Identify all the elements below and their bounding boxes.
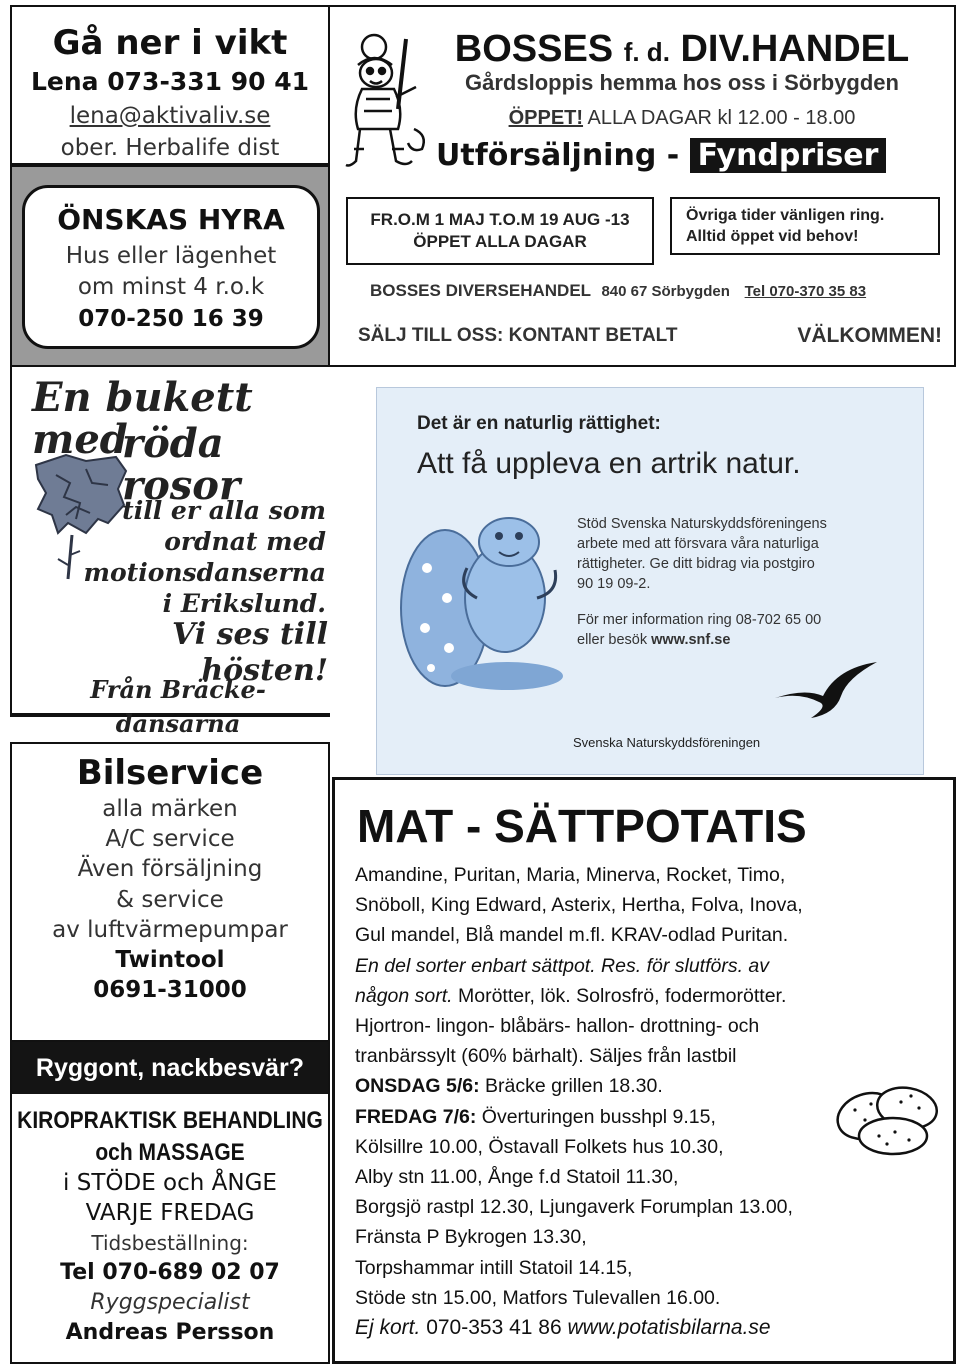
seed-potato-ad (332, 777, 956, 1364)
weight-ad-role: ober. Herbalife dist (60, 135, 280, 161)
shop-hours (422, 105, 942, 131)
potato-line: tranbärssylt (60% bärhalt). Säljes från lastbil (355, 1045, 737, 1068)
roses-line3: till er alla som (122, 496, 326, 525)
potato-line (355, 1313, 951, 1343)
chiro-name: Andreas Persson (65, 1320, 275, 1345)
shop-open-word: ÖPPET! (508, 107, 584, 129)
car-ad-line: Även försäljning (77, 856, 263, 883)
chiro-line5: Tidsbeställning: (91, 1231, 249, 1255)
shop-title-small: f. d. (623, 37, 670, 67)
roses-line4: ordnat med (164, 527, 326, 556)
potato-line: Amandine, Puritan, Maria, Minerva, Rocket, Timo, (355, 864, 786, 886)
rent-ad-phone: 070-250 16 39 (78, 306, 264, 332)
snf-body (577, 514, 917, 594)
car-ad-line: alla märken (102, 796, 238, 822)
potato-line: Kölsillre 10.00, Östavall Folkets hus 10.30, (355, 1135, 724, 1158)
weight-ad-headline: Gå ner i vikt (52, 23, 288, 63)
snf-info (577, 610, 917, 650)
potato-day-friday: FREDAG 7/6: (355, 1105, 477, 1128)
shop-sale-highlight: Fyndpriser (690, 138, 887, 173)
shop-period-line2: ÖPPET ALLA DAGAR (413, 232, 587, 251)
swallow-logo-icon (771, 658, 881, 728)
snf-body4: 90 19 09-2. (577, 576, 651, 592)
potato-line-italic: någon sort. (355, 984, 453, 1007)
potato-line: Stöde stn 15.00, Matfors Tulevallen 16.00. (355, 1286, 721, 1309)
snf-headline: Att få uppleva en artrik natur. (417, 447, 801, 480)
shop-period-line1: FR.O.M 1 MAJ T.O.M 19 AUG -13 (370, 210, 630, 229)
chiro-phone-line (12, 1258, 328, 1288)
snf-panel (376, 387, 924, 775)
chiro-line3: i STÖDE och ÅNGE (63, 1170, 277, 1196)
potato-headline: MAT - SÄTTPOTATIS (357, 800, 807, 852)
potato-line (355, 981, 951, 1011)
car-ad-headline: Bilservice (76, 753, 264, 793)
roses-line5: motionsdanserna (83, 558, 326, 587)
rent-ad-card (22, 185, 320, 349)
shop-welcome: VÄLKOMMEN! (797, 324, 942, 347)
snf-info2-prefix: eller besök (577, 632, 648, 648)
shop-subtitle: Gårdsloppis hemma hos oss i Sörbygden (465, 70, 899, 95)
rent-ad-line2: om minst 4 r.o.k (77, 274, 265, 300)
roses-line1: En bukett med (32, 374, 253, 463)
potato-line-rest: Morötter, lök. Solrosfrö, fodermorötter. (452, 984, 787, 1007)
snf-info1: För mer information ring 08-702 65 00 (577, 612, 822, 628)
chiro-line1: KIROPRAKTISK BEHANDLING (17, 1107, 323, 1134)
car-ad-line: av luftvärmepumpar (52, 916, 288, 943)
potato-line: Snöboll, King Edward, Asterix, Hertha, Folva, Inova, (355, 894, 803, 917)
potato-line: En del sorter enbart sättpot. Res. för slutförs. av (355, 954, 770, 977)
snf-tagline: Det är en naturlig rättighet: (417, 413, 661, 434)
potato-day-wednesday: ONSDAG 5/6: (355, 1075, 480, 1098)
beaver-mascot-icon (387, 498, 587, 708)
potato-line: Torpshammar intill Statoil 14.15, (355, 1256, 633, 1279)
snf-body3: rättigheter. Ge ditt bidrag via postgiro (577, 556, 815, 572)
shop-other-line1: Övriga tider vänligen ring. (686, 207, 885, 224)
potato-line: Borgsjö rastpl 12.30, Ljungaverk Forumplan 13.00, (355, 1196, 793, 1219)
car-ad-line: & service (116, 886, 224, 913)
car-ad-company: Twintool (115, 947, 225, 973)
shop-other-times-box (670, 197, 940, 255)
potato-line: Fränsta P Bykrogen 13.30, (355, 1226, 587, 1249)
shop-period-box (346, 197, 654, 265)
bosses-shop-ad (330, 5, 956, 367)
rent-ad-line1: Hus eller lägenhet (65, 243, 277, 269)
shop-title-main: BOSSES (454, 28, 614, 70)
potato-line: Alby stn 11.00, Ånge f.d Statoil 11.30, (355, 1166, 679, 1189)
car-ad-lines (12, 794, 328, 945)
roses-body (112, 495, 326, 557)
shop-other-line2: Alltid öppet vid behov! (686, 228, 859, 245)
chiropractic-ad (10, 1042, 330, 1364)
shop-address-name: BOSSES DIVERSEHANDEL (370, 281, 591, 300)
chiro-line4: VARJE FREDAG (85, 1200, 255, 1226)
snf-info2 (577, 630, 917, 650)
potatoes-icon (831, 1080, 949, 1160)
roses-signature: Från Bräcke-dansarna (90, 675, 266, 738)
shop-title-end: DIV.HANDEL (680, 28, 910, 70)
weight-loss-ad (10, 5, 330, 165)
rent-wanted-ad (10, 165, 330, 367)
roses-line2: röda rosor (122, 420, 241, 509)
car-ad-line: A/C service (105, 826, 235, 853)
potato-line-rest: Överturingen busshpl 9.15, (476, 1105, 716, 1128)
car-service-ad (10, 742, 330, 1042)
roses-line7: Vi ses till hösten! (172, 617, 328, 688)
car-ad-phone: 0691-31000 (93, 977, 247, 1003)
chiro-phone: 070-689 02 07 (102, 1260, 280, 1285)
snf-org: Svenska Naturskyddsföreningen (573, 735, 761, 750)
shop-address-phone: Tel 070-370 35 83 (744, 283, 867, 300)
potato-line: Hjortron- lingon- blåbärs- hallon- drottning- och (355, 1015, 760, 1038)
shop-sale-prefix: Utförsäljning - (436, 138, 680, 173)
chiro-line2: och MASSAGE (95, 1139, 245, 1166)
potato-no-card: Ej kort. (355, 1316, 421, 1340)
snf-website[interactable]: www.snf.se (651, 632, 731, 648)
shop-address-place: 840 67 Sörbygden (601, 283, 730, 300)
potato-line: Gul mandel, Blå mandel m.fl. KRAV-odlad Puritan. (355, 924, 789, 947)
chiro-banner: Ryggont, nackbesvär? (12, 1042, 328, 1094)
potato-website[interactable]: www.potatisbilarna.se (567, 1316, 771, 1340)
snf-ad (330, 367, 956, 777)
chiro-phone-prefix: Tel (60, 1260, 95, 1285)
roses-body-2 (72, 557, 326, 619)
weight-ad-email[interactable]: lena@aktivaliv.se (69, 103, 271, 129)
shop-title (422, 27, 942, 74)
weight-ad-contact: Lena 073-331 90 41 (31, 67, 309, 96)
snf-body1: Stöd Svenska Naturskyddsföreningens (577, 516, 827, 532)
chiro-title: Ryggspecialist (90, 1290, 250, 1315)
rent-ad-headline: ÖNSKAS HYRA (57, 203, 285, 236)
roses-thanks-ad (10, 367, 330, 738)
roses-line6: i Erikslund. (162, 589, 326, 618)
potato-line-rest: Bräcke grillen 18.30. (479, 1075, 663, 1098)
potato-phone: 070-353 41 86 (420, 1316, 568, 1340)
shop-address (370, 279, 950, 304)
snf-body2: arbete med att försvara våra naturliga (577, 536, 819, 552)
shop-open-hours: ALLA DAGAR kl 12.00 - 18.00 (587, 107, 856, 129)
shop-sell-to-us: SÄLJ TILL OSS: KONTANT BETALT (358, 325, 678, 346)
shop-sale-line (436, 135, 946, 177)
